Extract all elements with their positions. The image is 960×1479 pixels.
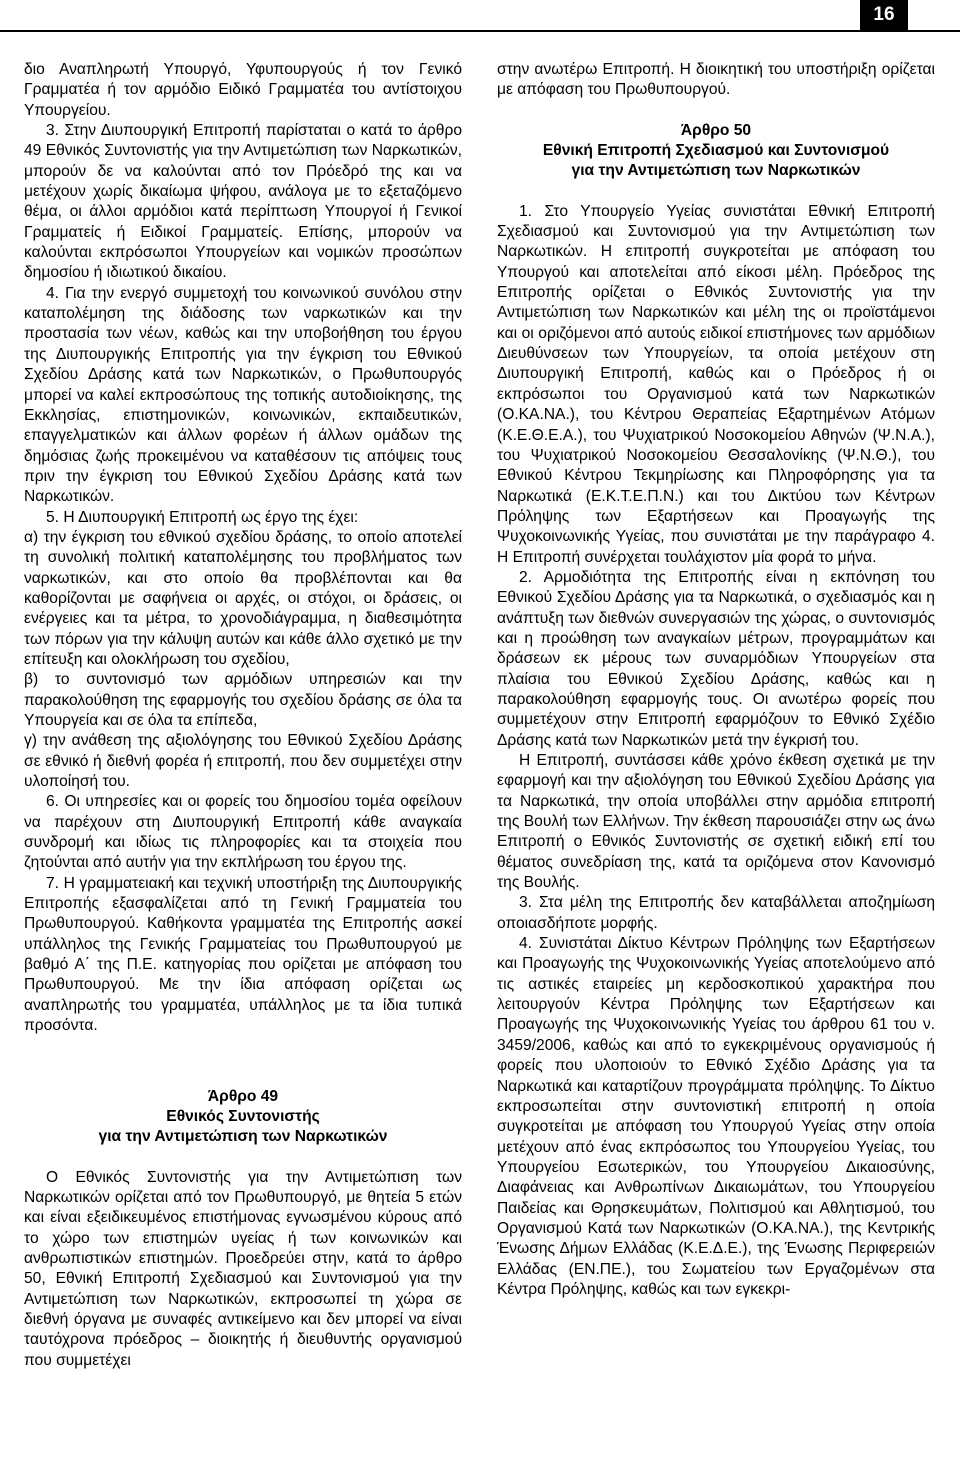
article-50-subtitle: για την Αντιμετώπιση των Ναρκωτικών xyxy=(571,162,861,180)
paragraph: στην ανωτέρω Επιτροπή. Η διοικητική του υποστήριξη ορίζεται με απόφαση του Πρωθυπουργού. xyxy=(497,61,935,99)
paragraph: 2. Αρμοδιότητα της Επιτροπής είναι η εκπόνηση του Εθνικού Σχεδίου Δράσης για τα Ναρκωτικά, ο σχεδιασμός και η ανάπτυξη των διεθνών συνεργασιών της χώρας, ο συντονισμός και η προώθηση των αναγκαίων μέτρων, προγραμμάτων και δράσεων εκ μέρους των συναρμόδιων Υπουργείων στα πλαίσια του Εθνικού Σχεδίου Δράσης, καθώς και η παρακολούθηση εφαρμογής τους. Οι ανωτέρω φορείς που συμμετέχουν στην Επιτροπή εφαρμόζουν το Εθνικό Σχέδιο Δράσης κατά των Ναρκωτικών μετά την έγκρισή του. xyxy=(497,568,935,749)
paragraph: 3. Στα μέλη της Επιτροπής δεν καταβάλλεται αποζημίωση οποιασδήποτε μορφής. xyxy=(497,894,935,932)
left-column xyxy=(24,60,462,1371)
article-50-number: Άρθρο 50 xyxy=(680,121,752,139)
paragraph: γ) την ανάθεση της αξιολόγησης του Εθνικού Σχεδίου Δράσης σε εθνικό ή διεθνή φορέα ή επιτροπή, που δεν συμμετέχει στην υλοποίησή του. xyxy=(24,732,462,791)
paragraph: 3. Στην Διυπουργική Επιτροπή παρίσταται ο κατά το άρθρο 49 Εθνικός Συντονιστής για την Αντιμετώπιση των Ναρκωτικών, μπορούν δε να καλούνται από τον Πρόεδρό της και να μετέχουν χωρίς δικαίωμα ψήφου, ανάλογα με το εξεταζόμενο θέμα, οι άλλοι αρμόδιοι κατά περίπτωση Υπουργοί ή Γενικοί Γραμματείς ή Ειδικοί Γραμματείς. Επίσης, μπορούν να καλούνται εκπρόσωποι Υπουργείων και νομικών προσώπων δημοσίου ή ιδιωτικού δικαίου. xyxy=(24,122,462,282)
paragraph: Ο Εθνικός Συντονιστής για την Αντιμετώπιση των Ναρκωτικών ορίζεται από τον Πρωθυπουργό, με θητεία 5 ετών και είναι εξειδικευμένος επιστήμονας εγνωσμένου κύρους από το χώρο των επιστημών υγείας ή των κοινωνικών και ανθρωπιστικών επιστημών. Προεδρεύει στην, κατά το άρθρο 50, Εθνική Επιτροπή Σχεδιασμού και Συντονισμού για την Αντιμετώπιση των Ναρκωτικών, εκπροσωπεί τη χώρα σε διεθνή όργανα με συναφές αντικείμενο και δεν μπορεί να είναι ταυτόχρονα πρόεδρος – διοικητής ή διευθυντής οργανισμού που συμμετέχει xyxy=(24,1168,462,1369)
article-49-title: Εθνικός Συντονιστής xyxy=(166,1107,320,1125)
paragraph: α) την έγκριση του εθνικού σχεδίου δράσης, το οποίο αποτελεί τη συνολική πολιτική καταπολέμησης του προβλήματος των ναρκωτικών, και στο οποίο θα προβλέπονται και θα καθορίζονται με σαφήνεια οι αρχές, οι στόχοι, οι δράσεις, οι ενέργειες και τα μέτρα, το χρονοδιάγραμμα, η διαθεσιμότητα των πόρων για την κάλυψη αυτών και κάθε άλλο σχετικό με την επίτευξη και ολοκλήρωση του σχεδίου, xyxy=(24,528,462,668)
paragraph: β) το συντονισμό των αρμόδιων υπηρεσιών και την παρακολούθηση της εφαρμογής του σχεδίου δράσης σε όλα τα Υπουργεία και σε όλα τα επίπεδα, xyxy=(24,671,462,729)
article-49-subtitle: για την Αντιμετώπιση των Ναρκωτικών xyxy=(98,1128,388,1146)
article-49-number: Άρθρο 49 xyxy=(207,1087,279,1105)
page-header-bar xyxy=(0,0,960,32)
paragraph: 5. Η Διυπουργική Επιτροπή ως έργο της έχει: xyxy=(46,508,359,526)
paragraph: 7. Η γραμματειακή και τεχνική υποστήριξη της Διυπουργικής Επιτροπής εξασφαλίζεται από τη Γενική Γραμματεία του Πρωθυπουργού. Καθήκοντα γραμματέα της Επιτροπής ασκεί υπάλληλος της Γενικής Γραμματείας του Πρωθυπουργού με βαθμό Α΄ της Π.Ε. κατηγορίας που ορίζεται με απόφαση του Πρωθυπουργού. Με την ίδια απόφαση ορίζεται ως αναπληρωτής του γραμματέα, υπάλληλος με τα ίδια τυπικά προσόντα. xyxy=(24,874,462,1035)
article-50-title: Εθνική Επιτροπή Σχεδιασμού και Συντονισμού xyxy=(542,142,890,160)
paragraph: διο Αναπληρωτή Υπουργό, Υφυπουργούς ή τον Γενικό Γραμματέα ή τον αρμόδιο Ειδικό Γραμματέα του αντίστοιχου Υπουργείου. xyxy=(24,61,462,119)
page-number: 16 xyxy=(860,0,908,30)
paragraph: 1. Στο Υπουργείο Υγείας συνιστάται Εθνική Επιτροπή Σχεδιασμού και Συντονισμού για την Αντιμετώπιση των Ναρκωτικών. Η επιτροπή συγκροτείται με απόφαση του Υπουργού και αποτελείται από είκοσι μέλη. Πρόεδρος της Επιτροπής ορίζεται ο Εθνικός Συντονιστής για την Αντιμετώπιση των Ναρκωτικών και μέλη της οι προϊστάμενοι και οι οριζόμενοι από αυτούς ειδικοί επιστήμονες των αρμόδιων Διευθύνσεων των Υπουργείων, τα οποία μετέχουν στη Διυπουργική Επιτροπή, καθώς και ο Πρόεδρος ή οι εκπρόσωποι του Οργανισμού κατά των Ναρκωτικών (Ο.ΚΑ.ΝΑ.), του Κέντρου Θεραπείας Εξαρτημένων Ατόμων (Κ.Ε.Θ.Ε.Α.), του Ψυχιατρικού Νοσοκομείου Αθηνών (Ψ.Ν.Α.), του Ψυχιατρικού Νοσοκομείου Θεσσαλονίκης (Ψ.Ν.Θ.), του Εθνικού Κέντρου Τεκμηρίωσης και Πληροφόρησης για τα Ναρκωτικά (Ε.Κ.Τ.Ε.Π.Ν.) και του Δικτύου των Κέντρων Πρόληψης των Εξαρτήσεων και Προαγωγής της Ψυχοκοινωνικής Υγείας, που συνιστάται με την παράγραφο 4. Η Επιτροπή συνέρχεται τουλάχιστον μία φορά το μήνα. xyxy=(497,202,935,566)
paragraph: Η Επιτροπή, συντάσσει κάθε χρόνο έκθεση σχετικά με την εφαρμογή και την αξιολόγηση του Εθνικού Σχεδίου Δράσης για τα Ναρκωτικά, την οποία υποβάλλει στην αρμόδια επιτροπή της Βουλή των Ελλήνων. Την έκθεση παρουσιάζει στην ως άνω Επιτροπή ο Εθνικός Συντονιστής σε σχετική ειδική επί του θέματος συνεδρίαση της, κατά τα οριζόμενα στον Κανονισμό της Βουλής. xyxy=(497,752,935,892)
paragraph: 6. Οι υπηρεσίες και οι φορείς του δημοσίου τομέα οφείλουν να παρέχουν στη Διυπουργική Επιτροπή κάθε αναγκαία συνδρομή και ιδίως τις πληροφορίες και τα στοιχεία που ζητούνται από αυτήν για την εκπλήρωση του έργου της. xyxy=(24,793,462,872)
paragraph: 4. Για την ενεργό συμμετοχή του κοινωνικού συνόλου στην καταπολέμηση της διάδοσης των ναρκωτικών και την προστασία των νέων, καθώς και την υποβοήθηση του έργου της Διυπουργικής Επιτροπής για την έγκριση του Εθνικού Σχεδίου Δράσης κατά των Ναρκωτικών, ο Πρωθυπουργός μπορεί να καλεί εκπροσώπους της τοπικής αυτοδιοίκησης, της Εκκλησίας, επιστημονικών, κοινωνικών, εκπαιδευτικών, επαγγελματικών και άλλων φορέων ή άλλων ομάδων της δημόσιας ζωής προκειμένου να καταθέσουν τις απόψεις τους πριν την έγκριση του Εθνικού Σχεδίου Δράσης κατά των Ναρκωτικών. xyxy=(24,284,462,506)
paragraph: 4. Συνιστάται Δίκτυο Κέντρων Πρόληψης των Εξαρτήσεων και Προαγωγής της Ψυχοκοινωνικής Υγείας αποτελούμενο από τις αστικές εταιρείες μη κερδοσκοπικού χαρακτήρα που λειτουργούν Κέντρα Πρόληψης των Εξαρτήσεων και Προαγωγής της Ψυχοκοινωνικής Υγείας του άρθρου 61 του ν. 3459/2006, καθώς και από το εγκεκριμένους οργανισμούς ή φορείς που υλοποιούν το Εθνικό Σχέδιο Δράσης για τα Ναρκωτικά και καταρτίζουν προγράμματα πρόληψης. Το Δίκτυο εκπροσωπείται στην συντονιστική επιτροπή η οποία συγκροτείται με απόφαση του Υπουργού Υγείας στην οποία μετέχουν από ένας εκπρόσωπος του Υπουργείου Υγείας, του Υπουργείου Εσωτερικών, του Υπουργείου Δικαιοσύνης, Διαφάνειας και Ανθρωπίνων Δικαιωμάτων, του Υπουργείου Παιδείας και Θρησκευμάτων, Πολιτισμού και Αθλητισμού, του Οργανισμού Κατά των Ναρκωτικών (Ο.ΚΑ.ΝΑ.), της Κεντρικής Ένωσης Δήμων Ελλάδας (Κ.Ε.Δ.Ε.), της Ένωσης Περιφερειών Ελλάδας (ΕΝ.ΠΕ.), του Σωματείου των Εργαζομένων στα Κέντρα Πρόληψης, καθώς και των εγκεκρι- xyxy=(497,935,935,1298)
right-column xyxy=(497,60,935,1300)
